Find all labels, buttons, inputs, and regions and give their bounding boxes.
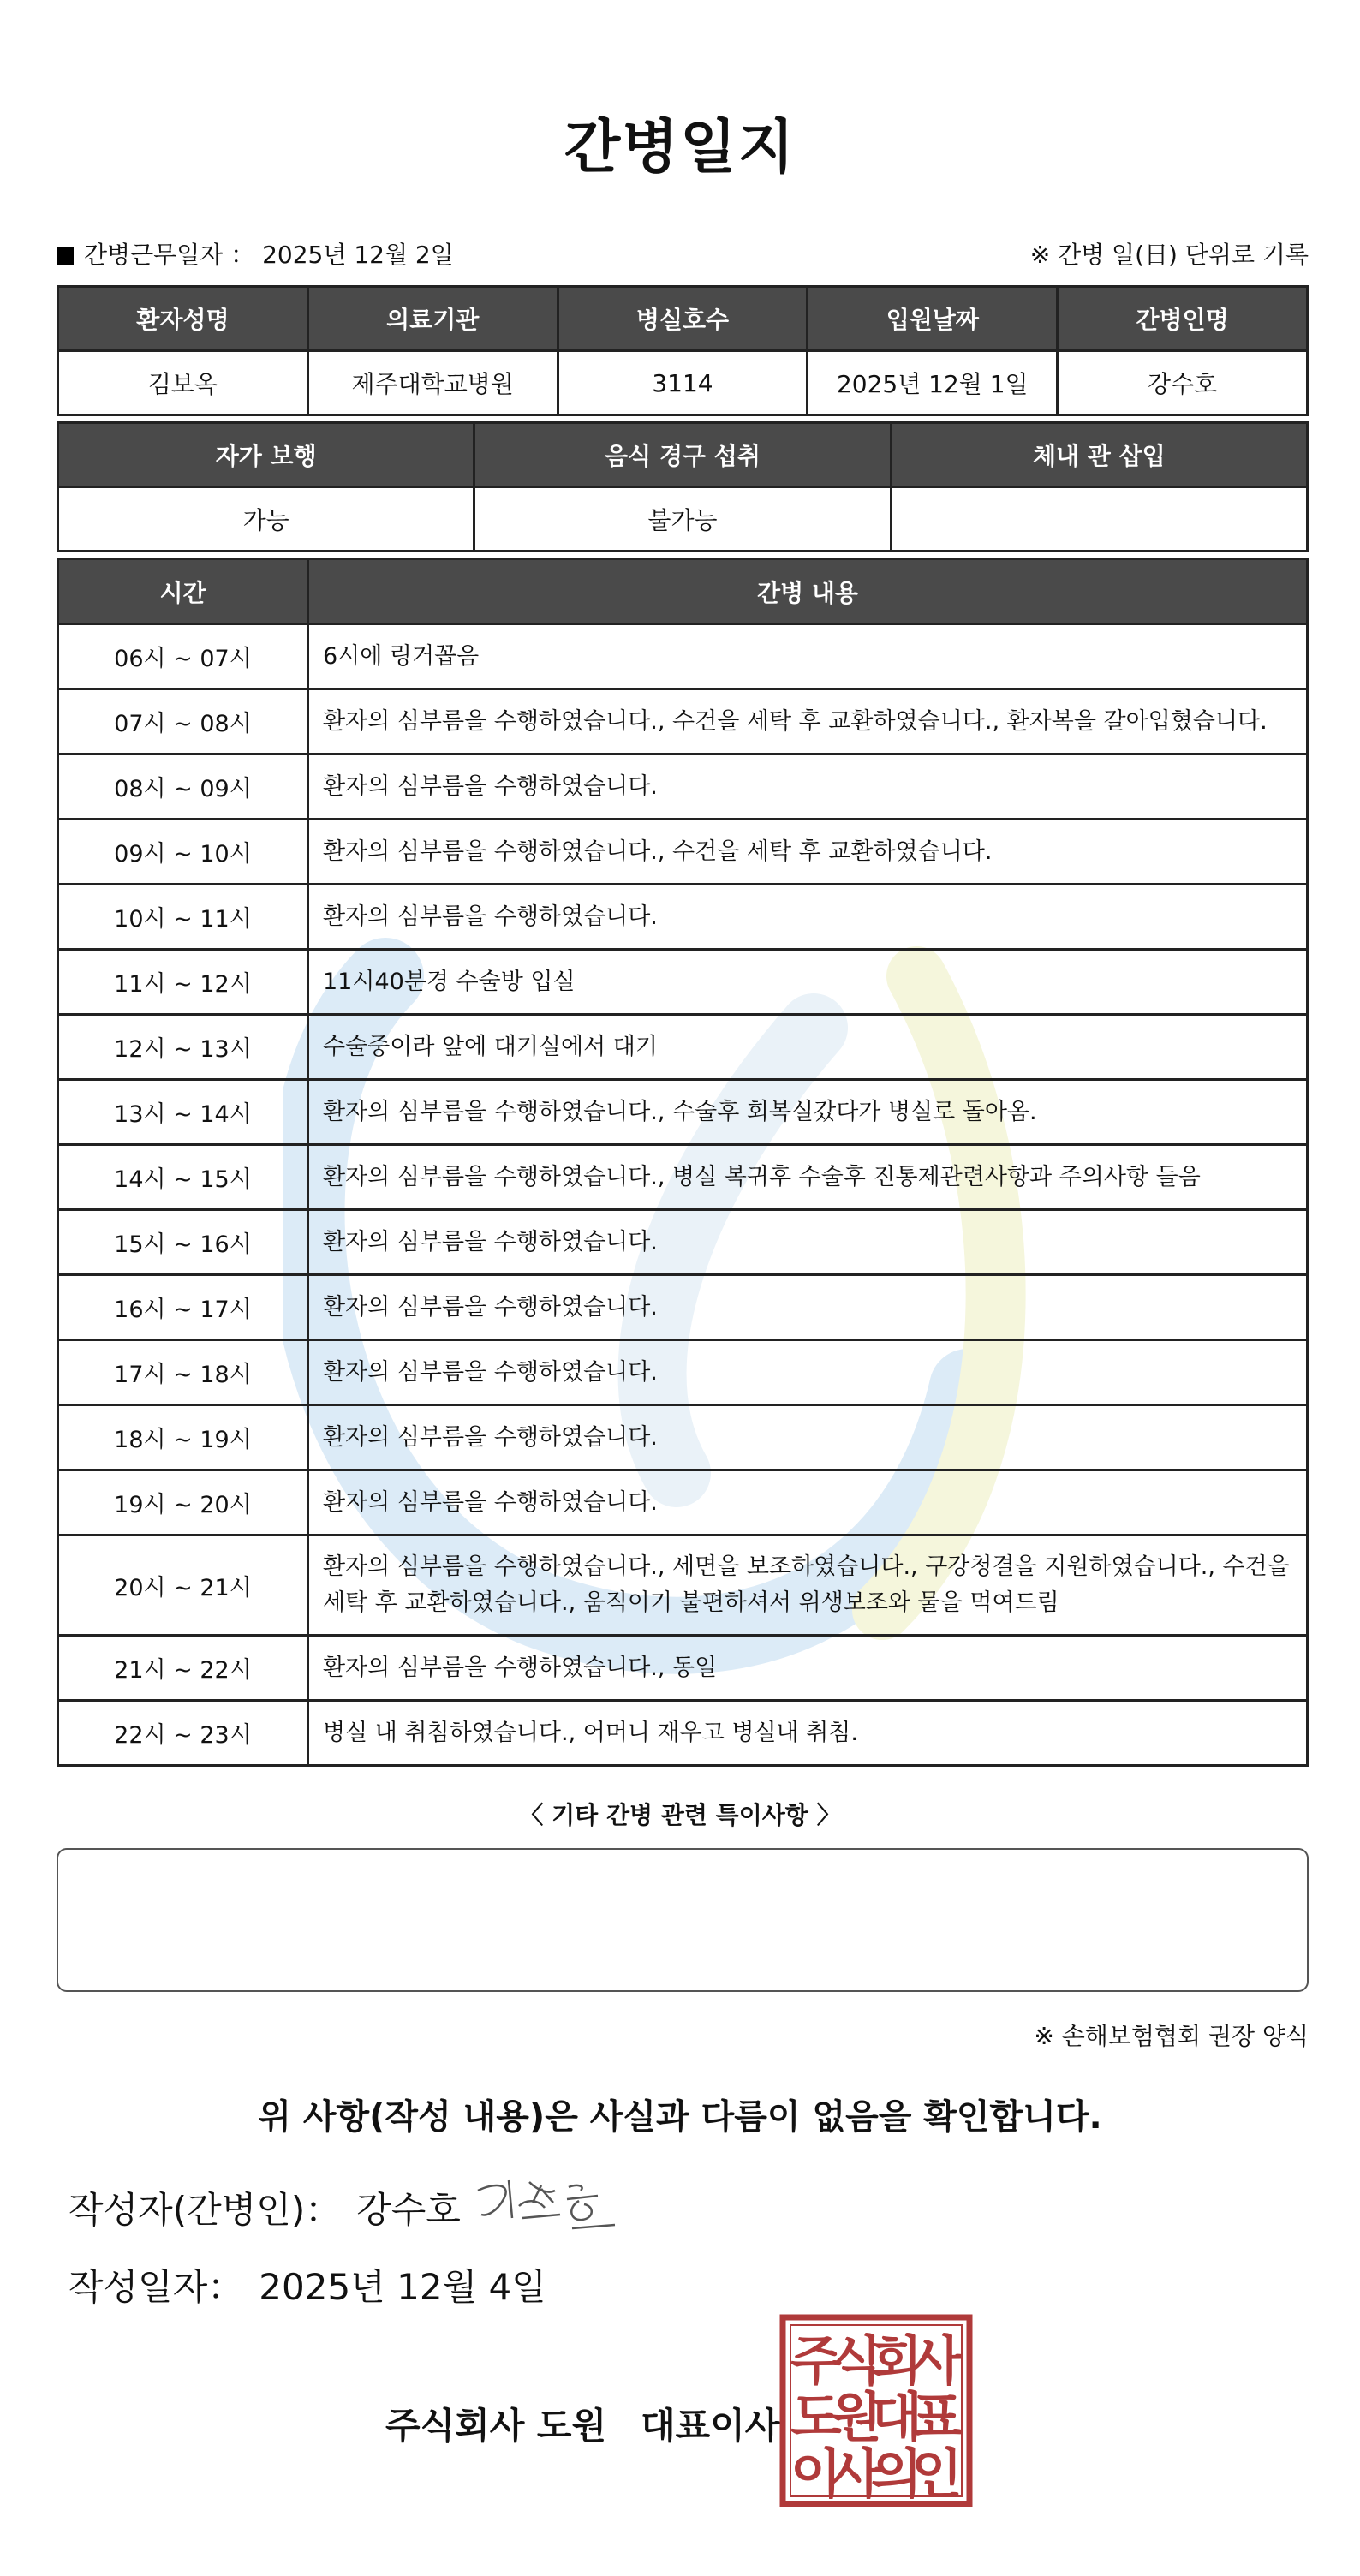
care-log-table xyxy=(57,558,1309,1767)
status-value-row xyxy=(58,487,1308,552)
table-row xyxy=(58,754,1308,820)
svg-text:의: 의 xyxy=(871,2442,922,2505)
time-cell: 10시 ~ 11시 xyxy=(58,885,308,950)
oral-intake-value: 불가능 xyxy=(474,487,891,552)
content-cell: 환자의 심부름을 수행하였습니다. xyxy=(308,885,1308,950)
hospital-name: 제주대학교병원 xyxy=(307,351,558,415)
page-title: 간병일지 xyxy=(564,114,796,182)
table-row xyxy=(58,1080,1308,1145)
svg-text:사: 사 xyxy=(831,2442,882,2505)
square-bullet-icon xyxy=(57,247,74,265)
work-date-value: 2025년 12월 2일 xyxy=(262,241,454,269)
content-cell: 6시에 링거꼽음 xyxy=(308,624,1308,689)
header-oral-intake: 음식 경구 섭취 xyxy=(474,423,891,487)
header-admission-date: 입원날짜 xyxy=(808,287,1058,351)
table-row xyxy=(58,885,1308,950)
time-cell: 08시 ~ 09시 xyxy=(58,754,308,820)
svg-text:회: 회 xyxy=(871,2329,922,2392)
status-header-row xyxy=(58,423,1308,487)
written-date-line xyxy=(69,2259,546,2311)
content-cell: 환자의 심부름을 수행하였습니다., 동일 xyxy=(308,1636,1308,1701)
header-room-number: 병실호수 xyxy=(558,287,808,351)
patient-value-row xyxy=(58,351,1308,415)
special-notes-box xyxy=(57,1848,1309,1992)
svg-text:사: 사 xyxy=(911,2329,963,2392)
confirm-statement: 위 사항(작성 내용)은 사실과 다름이 없음을 확인합니다. xyxy=(258,2097,1102,2137)
admission-date: 2025년 12월 1일 xyxy=(808,351,1058,415)
patient-status-table xyxy=(57,421,1309,552)
patient-name: 김보옥 xyxy=(58,351,308,415)
table-row xyxy=(58,1405,1308,1470)
time-cell: 14시 ~ 15시 xyxy=(58,1145,308,1210)
svg-text:인: 인 xyxy=(911,2442,963,2505)
table-row xyxy=(58,820,1308,885)
table-row xyxy=(58,1701,1308,1766)
header-care-content: 간병 내용 xyxy=(308,559,1308,624)
content-cell: 환자의 심부름을 수행하였습니다. xyxy=(308,1210,1308,1275)
caregiver-name: 강수호 xyxy=(1058,351,1308,415)
table-row xyxy=(58,1015,1308,1080)
time-cell: 11시 ~ 12시 xyxy=(58,950,308,1015)
company-seal-stamp xyxy=(779,2314,973,2507)
time-cell: 07시 ~ 08시 xyxy=(58,689,308,754)
content-cell: 병실 내 취침하였습니다., 어머니 재우고 병실내 취침. xyxy=(308,1701,1308,1766)
written-date-label: 작성일자： xyxy=(69,2266,244,2308)
table-row xyxy=(58,1535,1308,1636)
tube-insertion-value xyxy=(891,487,1307,552)
header-tube-insertion: 체내 관 삽입 xyxy=(891,423,1307,487)
time-cell: 17시 ~ 18시 xyxy=(58,1340,308,1405)
content-cell: 환자의 심부름을 수행하였습니다., 수건을 세탁 후 교환하였습니다. xyxy=(308,820,1308,885)
content-cell: 환자의 심부름을 수행하였습니다., 수건을 세탁 후 교환하였습니다., 환자복을 갈아입혔습니다. xyxy=(308,689,1308,754)
table-row xyxy=(58,1636,1308,1701)
notes-title: 〈 기타 간병 관련 특이사항 〉 xyxy=(519,1801,841,1829)
work-date xyxy=(57,236,454,271)
content-cell: 11시40분경 수술방 입실 xyxy=(308,950,1308,1015)
time-cell: 20시 ~ 21시 xyxy=(58,1535,308,1636)
content-cell: 환자의 심부름을 수행하였습니다. xyxy=(308,1405,1308,1470)
log-header-row xyxy=(58,559,1308,624)
handwritten-signature xyxy=(469,2165,623,2242)
table-row xyxy=(58,950,1308,1015)
header-patient-name: 환자성명 xyxy=(58,287,308,351)
table-row xyxy=(58,1275,1308,1340)
time-cell: 16시 ~ 17시 xyxy=(58,1275,308,1340)
header-time: 시간 xyxy=(58,559,308,624)
table-row xyxy=(58,624,1308,689)
time-cell: 12시 ~ 13시 xyxy=(58,1015,308,1080)
written-date-value: 2025년 12월 4일 xyxy=(259,2266,546,2308)
content-cell: 환자의 심부름을 수행하였습니다., 세면을 보조하였습니다., 구강청결을 지원하였습니다., 수건을 세탁 후 교환하였습니다., 움직이기 불편하셔서 위생보조와 물을 먹여드림 xyxy=(308,1535,1308,1636)
patient-info-table xyxy=(57,285,1309,416)
content-cell: 환자의 심부름을 수행하였습니다. xyxy=(308,754,1308,820)
svg-text:이: 이 xyxy=(790,2442,842,2505)
writer-line xyxy=(69,2182,461,2233)
writer-value: 강수호 xyxy=(356,2189,461,2231)
svg-text:대: 대 xyxy=(871,2386,922,2448)
header-self-walking: 자가 보행 xyxy=(58,423,474,487)
time-cell: 22시 ~ 23시 xyxy=(58,1701,308,1766)
recommend-note: ※ 손해보험협회 권장 양식 xyxy=(1034,2022,1309,2050)
company-line xyxy=(385,2398,779,2449)
time-cell: 19시 ~ 20시 xyxy=(58,1470,308,1535)
svg-text:주: 주 xyxy=(790,2329,842,2392)
table-row xyxy=(58,1340,1308,1405)
table-row xyxy=(58,1210,1308,1275)
content-cell: 환자의 심부름을 수행하였습니다. xyxy=(308,1275,1308,1340)
table-row xyxy=(58,1145,1308,1210)
work-date-label: 간병근무일자 ： xyxy=(84,241,255,269)
content-cell: 수술중이라 앞에 대기실에서 대기 xyxy=(308,1015,1308,1080)
room-number: 3114 xyxy=(558,351,808,415)
svg-text:도: 도 xyxy=(790,2386,842,2448)
time-cell: 13시 ~ 14시 xyxy=(58,1080,308,1145)
content-cell: 환자의 심부름을 수행하였습니다. xyxy=(308,1340,1308,1405)
time-cell: 06시 ~ 07시 xyxy=(58,624,308,689)
writer-label: 작성자(간병인)： xyxy=(69,2189,342,2231)
svg-text:원: 원 xyxy=(831,2386,882,2448)
table-row xyxy=(58,1470,1308,1535)
time-cell: 18시 ~ 19시 xyxy=(58,1405,308,1470)
company-name: 주식회사 도원 xyxy=(385,2405,607,2447)
content-cell: 환자의 심부름을 수행하였습니다., 수술후 회복실갔다가 병실로 돌아옴. xyxy=(308,1080,1308,1145)
time-cell: 09시 ~ 10시 xyxy=(58,820,308,885)
time-cell: 21시 ~ 22시 xyxy=(58,1636,308,1701)
self-walking-value: 가능 xyxy=(58,487,474,552)
time-cell: 15시 ~ 16시 xyxy=(58,1210,308,1275)
record-unit-note: ※ 간병 일(日) 단위로 기록 xyxy=(1029,241,1309,269)
header-hospital: 의료기관 xyxy=(307,287,558,351)
table-row xyxy=(58,689,1308,754)
svg-text:식: 식 xyxy=(831,2329,882,2392)
content-cell: 환자의 심부름을 수행하였습니다., 병실 복귀후 수술후 진통제관련사항과 주의사항 들음 xyxy=(308,1145,1308,1210)
patient-header-row xyxy=(58,287,1308,351)
content-cell: 환자의 심부름을 수행하였습니다. xyxy=(308,1470,1308,1535)
header-caregiver-name: 간병인명 xyxy=(1058,287,1308,351)
svg-text:표: 표 xyxy=(911,2386,963,2448)
representative-title: 대표이사 xyxy=(641,2405,780,2447)
